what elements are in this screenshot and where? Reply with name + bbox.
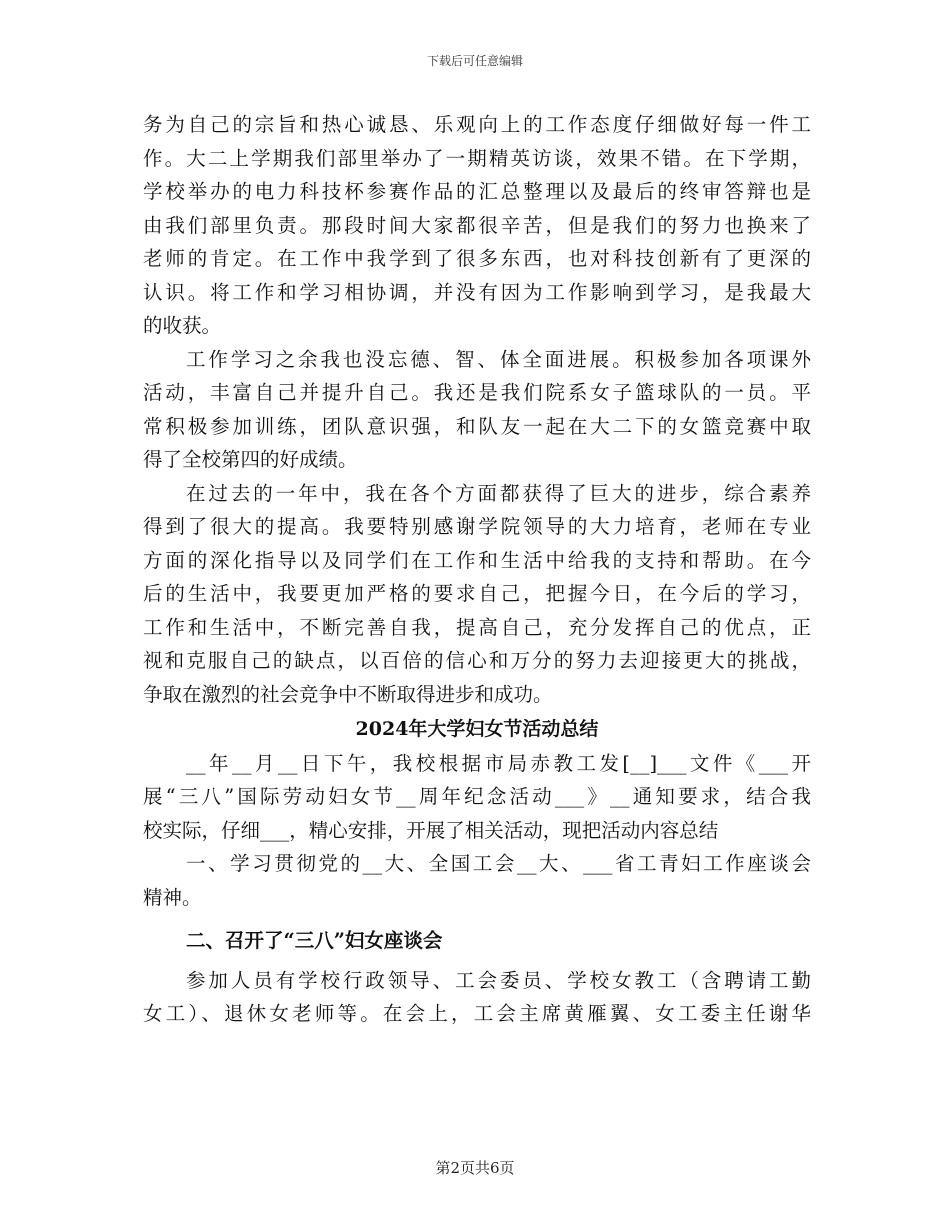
text-line: 认识。将工作和学习相协调，并没有因为工作影响到学习，是我最大 xyxy=(143,280,811,304)
text-line: 学校举办的电力科技杯参赛作品的汇总整理以及最后的终审答辩也是 xyxy=(143,180,811,203)
text-line: 争取在激烈的社会竞争中不断取得进步和成功。 xyxy=(143,682,553,706)
section-heading: 二、召开了“三八”妇女座谈会 xyxy=(186,929,443,952)
text-line: 参加人员有学校行政领导、工会委员、学校女教工（含聘请工勤 xyxy=(186,968,811,992)
text-line: 由我们部里负责。那段时间大家都很辛苦，但是我们的努力也换来了 xyxy=(143,213,811,237)
document-title: 2024年大学妇女节活动总结 xyxy=(355,718,599,740)
text-line: 的收获。 xyxy=(143,314,222,337)
text-line: 在过去的一年中，我在各个方面都获得了巨大的进步，综合素养 xyxy=(186,481,811,505)
paragraph xyxy=(143,847,811,914)
page-header: 下载后可任意编辑 xyxy=(426,54,523,68)
text-line: 作。大二上学期我们部里举办了一期精英访谈，效果不错。在下学期， xyxy=(143,146,811,170)
text-line: 得到了很大的提高。我要特别感谢学院领导的大力培育，老师在专业 xyxy=(143,515,811,538)
text-line: 方面的深化指导以及同学们在工作和生活中给我的支持和帮助。在今 xyxy=(143,548,811,572)
text-line: 一、学习贯彻党的__大、全国工会__大、___省工青妇工作座谈会 xyxy=(186,852,811,875)
text-line: 精神。 xyxy=(143,885,202,909)
text-line: 工作学习之余我也没忘德、智、体全面进展。积极参加各项课外 xyxy=(186,347,811,371)
text-line: 务为自己的宗旨和热心诚恳、乐观向上的工作态度仔细做好每一件工 xyxy=(143,113,811,136)
text-line: __年__月__日下午，我校根据市局赤教工发[__]___文件《___开 xyxy=(186,751,811,775)
text-line: 老师的肯定。在工作中我学到了很多东西，也对科技创新有了更深的 xyxy=(143,247,811,270)
paragraph xyxy=(143,108,811,343)
text-line: 常积极参加训练，团队意识强，和队友一起在大二下的女篮竞赛中取 xyxy=(143,414,811,438)
paragraph xyxy=(143,343,811,477)
paragraph xyxy=(143,747,811,848)
document-body xyxy=(143,108,811,1031)
text-line: 校实际，仔细___，精心安排，开展了相关活动，现把活动内容总结 xyxy=(143,818,719,842)
text-line: 活动，丰富自己并提升自己。我还是我们院系女子篮球队的一员。平 xyxy=(143,381,811,404)
text-line: 得了全校第四的好成绩。 xyxy=(143,448,358,471)
paragraph xyxy=(143,964,811,1031)
paragraph xyxy=(143,477,811,712)
page-number: 第2页共6页 xyxy=(435,1159,515,1177)
text-line: 视和克服自己的缺点，以百倍的信心和万分的努力去迎接更大的挑战， xyxy=(143,649,811,672)
text-line: 展“三八”国际劳动妇女节__周年纪念活动___》__通知要求，结合我 xyxy=(143,785,811,808)
text-line: 后的生活中，我要更加严格的要求自己，把握今日，在今后的学习， xyxy=(143,582,811,605)
text-line: 女工）、退休女老师等。在会上，工会主席黄雁翼、女工委主任谢华 xyxy=(143,1002,811,1025)
text-line: 工作和生活中，不断完善自我，提高自己，充分发挥自己的优点，正 xyxy=(143,615,811,639)
